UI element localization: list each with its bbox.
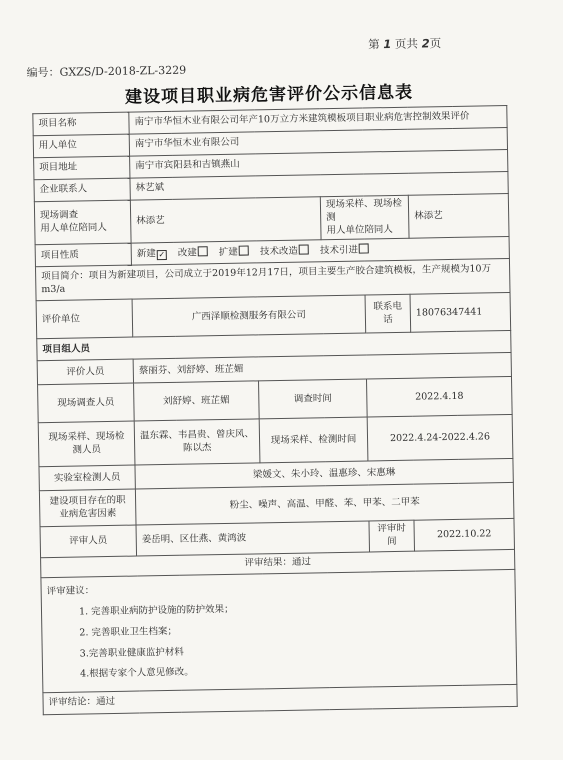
team-section-label: 项目组人员	[37, 331, 511, 361]
address-label: 项目地址	[34, 156, 130, 180]
reviewers-label: 评审人员	[40, 525, 137, 557]
evaluators-value: 蔡丽芬、刘舒婷、班芷媚	[133, 353, 511, 384]
lab-staff-value: 梁媛文、朱小玲、温惠珍、宋惠琳	[135, 459, 513, 490]
lab-staff-label: 实验室检测人员	[39, 465, 135, 491]
review-advice	[41, 569, 517, 692]
sampling-time-value: 2022.4.24-2022.4.26	[367, 415, 513, 462]
page-prefix: 第	[368, 37, 380, 52]
nature-option-tech-upgrade: 技术改造	[260, 245, 313, 257]
nature-option-rebuild: 改建	[178, 247, 212, 259]
nature-option-expand: 扩建	[219, 246, 253, 258]
survey-time-label: 调查时间	[259, 379, 368, 419]
nature-option-tech-import: 技术引进	[320, 244, 373, 256]
advice-item: 2. 完善职业卫生档案；	[79, 625, 178, 639]
address-value: 南宁市宾阳县和吉镇燕山	[130, 149, 508, 178]
info-table	[32, 105, 517, 715]
checkbox-icon	[359, 243, 369, 253]
review-advice-list	[47, 599, 511, 682]
review-advice-label: 评审建议：	[46, 585, 95, 598]
reviewers-value: 姜岳明、区仕燕、黄鸿波	[136, 521, 369, 556]
page-middle: 页共	[394, 36, 419, 51]
sampling-time-label: 现场采样、检测时间	[259, 417, 368, 463]
review-result: 评审结果：通过	[41, 549, 515, 577]
review-conclusion: 评审结论：通过	[43, 685, 517, 715]
survey-staff-value: 刘舒婷、班芷媚	[134, 381, 260, 421]
phone-value: 18076347441	[410, 293, 511, 333]
page-title: 建设项目职业病危害评价公示信息表	[124, 82, 414, 108]
phone-label: 联系电话	[365, 295, 411, 334]
review-time-value: 2022.10.22	[414, 519, 515, 551]
checkbox-icon	[239, 246, 249, 256]
hazards-label: 建设项目存在的职业病危害因素	[39, 489, 136, 527]
project-intro: 项目简介：项目为新建项目，公司成立于2019年12月17日，项目主要生产胶合建筑模板，生产规模为10万m3/a	[35, 259, 510, 301]
survey-time-value: 2022.4.18	[367, 377, 513, 418]
employer-value: 南宁市华恒木业有限公司	[129, 127, 507, 156]
page-suffix: 页	[429, 36, 442, 51]
contact-value: 林艺斌	[130, 171, 508, 200]
project-name-label: 项目名称	[33, 112, 129, 136]
advice-item: 4.根据专家个人意见修改。	[80, 666, 194, 680]
project-name-value: 南宁市华恒木业有限公司年产10万立方米建筑模板项目职业病危害控制效果评价	[129, 106, 507, 135]
hazards-value: 粉尘、噪声、高温、甲醛、苯、甲苯、二甲苯	[135, 483, 514, 526]
contact-label: 企业联系人	[34, 178, 130, 202]
advice-item: 3.完善职业健康监护材料	[79, 646, 184, 660]
page-total: 2	[421, 36, 430, 51]
survey-escort-value: 林添艺	[130, 197, 321, 244]
page-number	[368, 35, 441, 52]
eval-unit-label: 评价单位	[36, 300, 133, 340]
document-number: 编号：GXZS/D-2018-ZL-3229	[26, 63, 187, 80]
checkbox-checked-icon: ✓	[158, 250, 166, 260]
checkbox-icon	[299, 245, 309, 255]
nature-label: 项目性质	[35, 244, 131, 268]
sampling-escort-value: 林添艺	[408, 193, 509, 238]
review-time-label: 评审时间	[369, 521, 415, 552]
employer-label: 用人单位	[33, 134, 129, 158]
eval-unit-value: 广西泽顺检测服务有限公司	[132, 295, 366, 337]
checkbox-icon	[198, 246, 208, 256]
sampling-escort-label: 现场采样、现场检测 用人单位陪同人	[320, 195, 409, 240]
sampling-staff-label: 现场采样、现场检测人员	[38, 421, 135, 467]
nature-option-new: 新建 ✓	[136, 248, 166, 260]
evaluators-label: 评价人员	[37, 359, 133, 385]
survey-escort-label: 现场调查 用人单位陪同人	[34, 200, 131, 245]
sampling-staff-value: 温东霖、韦昌贵、曾庆风、陈以杰	[134, 419, 260, 465]
survey-staff-label: 现场调查人员	[38, 383, 135, 423]
advice-item: 1. 完善职业病防护设施的防护效果；	[78, 603, 234, 618]
page-current: 1	[383, 37, 392, 52]
